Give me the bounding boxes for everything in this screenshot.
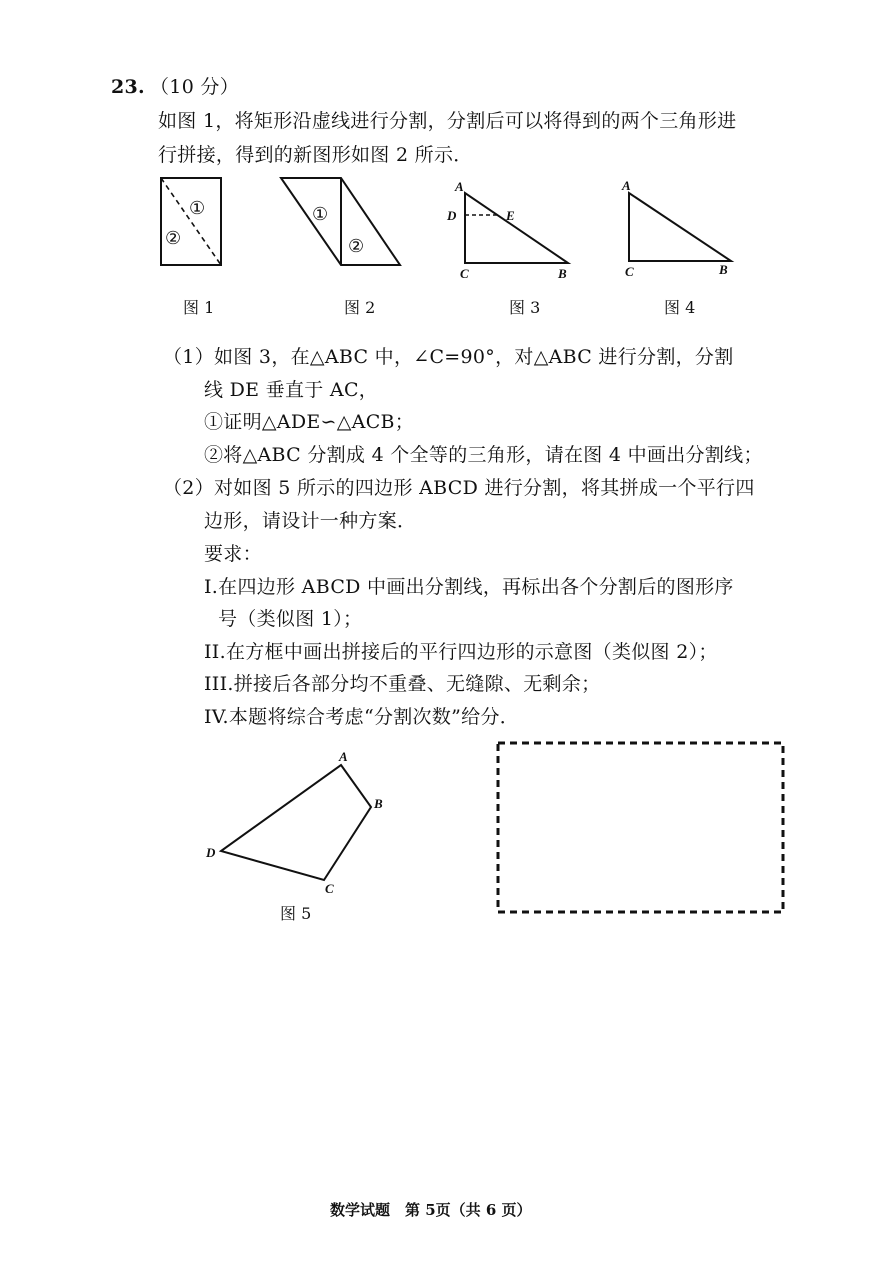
fig1-dashed-diagonal <box>161 178 221 265</box>
intro-line-2: 行拼接，得到的新图形如图 2 所示． <box>158 144 473 166</box>
part1-line-1: （1）如图 3，在△ABC 中，∠C=90°，对△ABC 进行分割，分割 <box>163 346 734 368</box>
fig4-triangle <box>629 193 731 261</box>
fig5-label-c: C <box>325 881 334 896</box>
question-points: （10 分） <box>150 76 240 98</box>
figure-4 <box>621 178 731 279</box>
fig4-label-a: A <box>622 178 631 193</box>
requirement-2: II.在方框中画出拼接后的平行四边形的示意图（类似图 2）； <box>204 641 718 663</box>
fig3-label-d: D <box>447 208 457 223</box>
fig3-caption: 图 3 <box>509 298 541 317</box>
fig2-caption: 图 2 <box>344 298 376 317</box>
fig1-caption: 图 1 <box>183 298 215 317</box>
fig1-piece-1: ① <box>189 198 206 218</box>
fig4-label-b: B <box>719 262 728 277</box>
page-footer: 数学试题 第 5页（共 6 页） <box>330 1201 532 1219</box>
fig4-label-c: C <box>625 264 634 279</box>
fig2-piece-1: ① <box>312 204 329 224</box>
fig4-caption: 图 4 <box>664 298 696 317</box>
figure-5 <box>205 749 383 896</box>
part2-line-2: 边形，请设计一种方案． <box>204 510 417 532</box>
fig5-label-b: B <box>374 796 383 811</box>
part1-sub-1: ①证明△ADE∽△ACB； <box>204 411 415 433</box>
fig5-label-a: A <box>339 749 348 764</box>
fig3-label-e: E <box>506 208 515 223</box>
answer-box[interactable] <box>498 743 783 912</box>
fig3-label-c: C <box>460 266 469 281</box>
requirement-1-line-1: I.在四边形 ABCD 中画出分割线，再标出各个分割后的图形序 <box>204 576 734 598</box>
fig3-triangle <box>465 193 568 263</box>
requirement-1-line-2: 号（类似图 1）； <box>218 608 363 630</box>
fig3-label-a: A <box>455 179 464 194</box>
fig5-quadrilateral <box>221 765 371 880</box>
fig2-piece-2: ② <box>348 236 365 256</box>
figure-3 <box>446 179 568 281</box>
requirement-3: III.拼接后各部分均不重叠、无缝隙、无剩余； <box>204 673 601 695</box>
requirement-4: IV.本题将综合考虑“分割次数”给分． <box>204 706 520 728</box>
part1-sub-2: ②将△ABC 分割成 4 个全等的三角形，请在图 4 中画出分割线； <box>204 444 763 466</box>
figure-2 <box>281 178 400 265</box>
intro-line-1: 如图 1，将矩形沿虚线进行分割，分割后可以将得到的两个三角形进 <box>158 110 737 132</box>
question-number: 23. <box>111 76 145 98</box>
figure-1 <box>161 178 221 265</box>
requirements-title: 要求： <box>204 543 262 565</box>
fig5-caption: 图 5 <box>280 904 312 923</box>
part1-line-2: 线 DE 垂直于 AC， <box>204 379 379 401</box>
fig5-label-d: D <box>206 845 216 860</box>
part2-line-1: （2）对如图 5 所示的四边形 ABCD 进行分割，将其拼成一个平行四 <box>163 477 755 499</box>
fig3-label-b: B <box>558 266 567 281</box>
fig1-piece-2: ② <box>165 228 182 248</box>
